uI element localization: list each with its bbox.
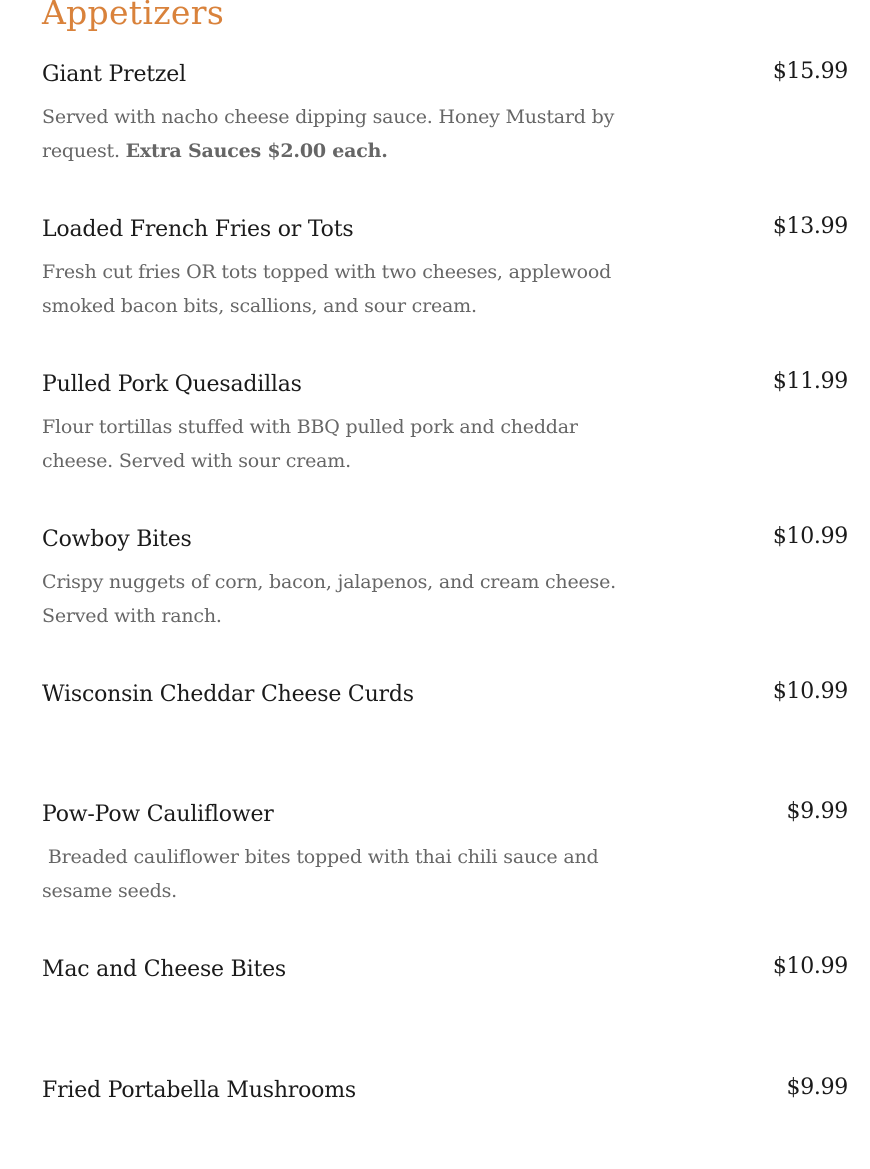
section-title: Appetizers <box>42 0 225 32</box>
item-price: $10.99 <box>772 524 848 549</box>
item-price: $10.99 <box>772 679 848 704</box>
item-name: Pow-Pow Cauliflower <box>42 802 274 827</box>
item-description: Breaded cauliflower bites topped with thai chili sauce and sesame seeds. <box>42 846 605 902</box>
item-description <box>42 100 632 168</box>
item-description-note: Extra Sauces $2.00 each. <box>125 140 388 162</box>
item-description: Fresh cut fries OR tots topped with two cheeses, applewood smoked bacon bits, scallions, and sour cream. <box>42 261 612 317</box>
item-description-text: Served with nacho cheese dipping sauce. Honey Mustard by request. <box>42 106 615 162</box>
item-name: Wisconsin Cheddar Cheese Curds <box>42 682 414 707</box>
item-name: Mac and Cheese Bites <box>42 957 287 982</box>
item-price: $13.99 <box>772 214 848 239</box>
item-name: Cowboy Bites <box>42 527 192 552</box>
item-price: $15.99 <box>772 59 848 84</box>
item-price: $9.99 <box>786 1075 848 1100</box>
item-name: Pulled Pork Quesadillas <box>42 372 302 397</box>
item-price: $11.99 <box>772 369 848 394</box>
item-description: Flour tortillas stuffed with BBQ pulled pork and cheddar cheese. Served with sour cream. <box>42 416 578 472</box>
item-price: $10.99 <box>772 954 848 979</box>
item-name: Giant Pretzel <box>42 62 186 87</box>
item-name: Loaded French Fries or Tots <box>42 217 354 242</box>
item-name: Fried Portabella Mushrooms <box>42 1078 356 1103</box>
item-price: $9.99 <box>786 799 848 824</box>
item-description: Crispy nuggets of corn, bacon, jalapenos, and cream cheese. Served with ranch. <box>42 571 616 627</box>
